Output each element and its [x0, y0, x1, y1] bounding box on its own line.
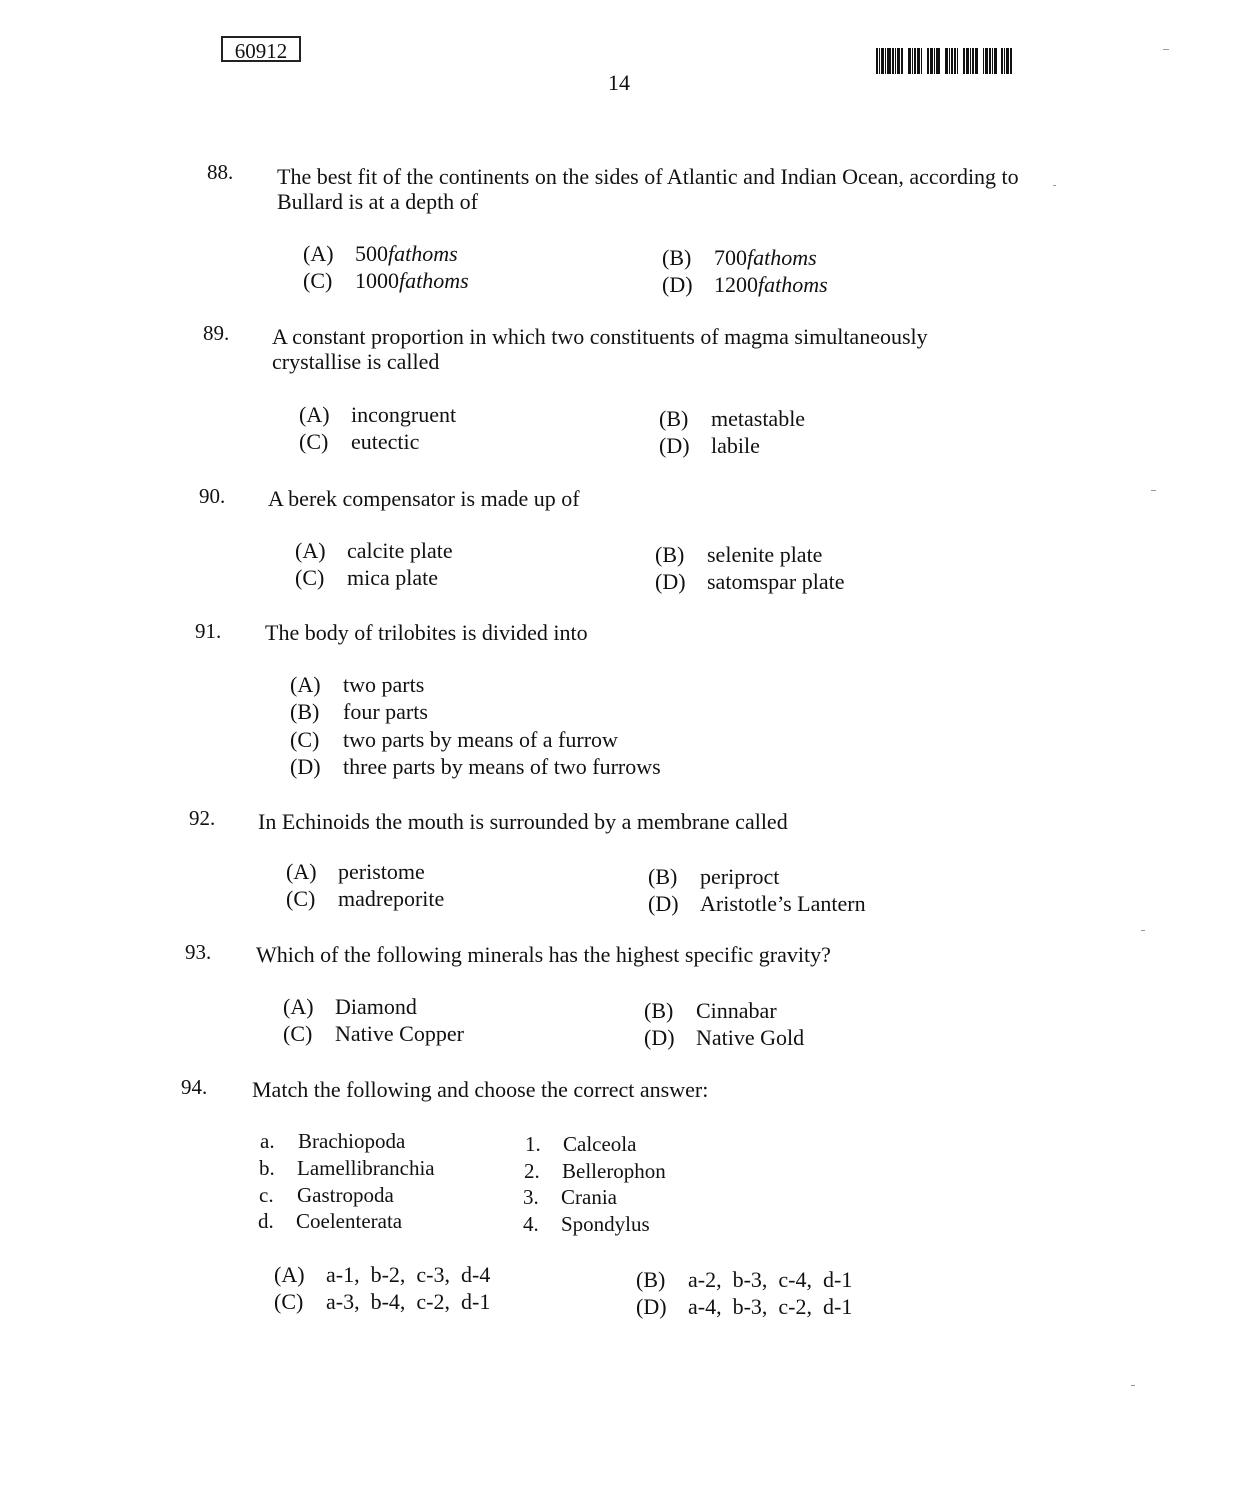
- option-d: [648, 891, 866, 917]
- option-b: [636, 1267, 852, 1293]
- match-left-b: [259, 1156, 435, 1181]
- page-number: 14: [608, 70, 630, 95]
- option-label: (A): [299, 402, 330, 427]
- option-label: (B): [636, 1267, 666, 1292]
- option-a: [274, 1262, 490, 1288]
- option-text: satomspar plate: [707, 569, 845, 594]
- option-b: [659, 406, 805, 432]
- option-a: [303, 241, 458, 267]
- question-text: A berek compensator is made up of: [268, 486, 580, 511]
- option-text: eutectic: [351, 429, 420, 454]
- question-number: 89.: [203, 321, 230, 345]
- option-label: (D): [636, 1294, 667, 1319]
- option-b: [662, 245, 817, 271]
- option-text: two parts: [343, 672, 425, 697]
- option-b: [655, 542, 822, 568]
- match-label: a.: [260, 1129, 275, 1153]
- scan-speck: [1053, 185, 1056, 186]
- option-label: (C): [295, 565, 325, 590]
- option-d: [662, 272, 828, 298]
- option-label: (D): [655, 569, 686, 594]
- match-right-3: [523, 1185, 617, 1210]
- match-label: d.: [258, 1209, 274, 1233]
- option-label: (D): [644, 1025, 675, 1050]
- option-text: a-2, b-3, c-4, d-1: [688, 1267, 853, 1292]
- option-c: [283, 1021, 464, 1047]
- option-value: 700: [714, 245, 747, 270]
- option-text: selenite plate: [707, 542, 823, 567]
- match-text: Crania: [561, 1185, 617, 1209]
- option-a: [283, 994, 417, 1020]
- match-right-1: [525, 1132, 636, 1157]
- match-text: Calceola: [563, 1132, 637, 1156]
- match-right-4: [523, 1212, 650, 1237]
- question-text: Match the following and choose the correct answer:: [252, 1077, 709, 1102]
- match-left-d: [258, 1209, 402, 1234]
- option-c: [290, 727, 618, 753]
- option-label: (D): [648, 891, 679, 916]
- option-text: madreporite: [338, 886, 445, 911]
- option-text: metastable: [711, 406, 806, 431]
- option-label: (D): [662, 272, 693, 297]
- option-label: (A): [303, 241, 334, 266]
- question-number: 92.: [189, 806, 216, 830]
- question-text: A constant proportion in which two constituents of magma simultaneously crystallise is called: [272, 324, 928, 374]
- scan-speck: [1163, 49, 1169, 50]
- option-value: 1000: [355, 268, 399, 293]
- question-number: 90.: [199, 484, 226, 508]
- option-text: labile: [711, 433, 760, 458]
- option-text: a-3, b-4, c-2, d-1: [326, 1289, 491, 1314]
- option-c: [295, 565, 438, 591]
- scan-speck: [1151, 490, 1156, 491]
- match-label: 4.: [523, 1212, 539, 1236]
- option-text: a-1, b-2, c-3, d-4: [326, 1262, 491, 1287]
- question-number: 94.: [181, 1075, 208, 1099]
- option-value: 500: [355, 241, 388, 266]
- option-label: (B): [290, 699, 320, 724]
- option-text: two parts by means of a furrow: [343, 727, 618, 752]
- option-unit: fathoms: [388, 241, 458, 266]
- option-a: [286, 859, 425, 885]
- option-d: [636, 1294, 852, 1320]
- option-text: Diamond: [335, 994, 417, 1019]
- option-text: three parts by means of two furrows: [343, 754, 661, 779]
- option-c: [299, 429, 419, 455]
- option-text: peristome: [338, 859, 425, 884]
- option-text: four parts: [343, 699, 428, 724]
- option-a: [299, 402, 456, 428]
- option-label: (B): [662, 245, 692, 270]
- match-label: b.: [259, 1156, 275, 1180]
- scan-speck: [1141, 930, 1145, 931]
- option-label: (A): [295, 538, 326, 563]
- question-text: The body of trilobites is divided into: [265, 620, 588, 645]
- option-d: [655, 569, 844, 595]
- option-text: Cinnabar: [696, 998, 777, 1023]
- match-right-2: [524, 1159, 666, 1184]
- scan-speck: [1131, 1385, 1135, 1386]
- option-d: [644, 1025, 804, 1051]
- option-label: (D): [659, 433, 690, 458]
- option-b: [290, 699, 428, 725]
- option-label: (C): [283, 1021, 313, 1046]
- option-d: [659, 433, 760, 459]
- option-text: Aristotle’s Lantern: [700, 891, 866, 916]
- option-label: (C): [303, 268, 333, 293]
- match-text: Coelenterata: [296, 1209, 403, 1233]
- paper-code: 60912: [221, 36, 301, 62]
- match-label: 3.: [523, 1185, 539, 1209]
- option-label: (A): [274, 1262, 305, 1287]
- option-c: [303, 268, 469, 294]
- option-a: [290, 672, 424, 698]
- option-unit: fathoms: [747, 245, 817, 270]
- option-label: (C): [286, 886, 316, 911]
- match-text: Bellerophon: [562, 1159, 666, 1183]
- barcode: [876, 48, 1030, 74]
- option-text: periproct: [700, 864, 780, 889]
- option-label: (A): [283, 994, 314, 1019]
- question-number: 88.: [207, 160, 234, 184]
- option-text: incongruent: [351, 402, 457, 427]
- option-text: Native Copper: [335, 1021, 464, 1046]
- option-label: (B): [655, 542, 685, 567]
- option-text: mica plate: [347, 565, 439, 590]
- option-label: (C): [274, 1289, 304, 1314]
- question-number: 93.: [185, 940, 212, 964]
- option-label: (C): [290, 727, 320, 752]
- question-text: In Echinoids the mouth is surrounded by a membrane called: [258, 809, 788, 834]
- option-unit: fathoms: [758, 272, 828, 297]
- question-text: The best fit of the continents on the sides of Atlantic and Indian Ocean, according to Bullard is at a depth of: [277, 164, 1019, 214]
- option-text: a-4, b-3, c-2, d-1: [688, 1294, 853, 1319]
- option-unit: fathoms: [399, 268, 469, 293]
- option-c: [274, 1289, 490, 1315]
- match-label: c.: [259, 1183, 274, 1207]
- question-text: Which of the following minerals has the highest specific gravity?: [256, 942, 831, 967]
- option-label: (A): [286, 859, 317, 884]
- option-b: [644, 998, 777, 1024]
- question-number: 91.: [195, 619, 222, 643]
- match-text: Gastropoda: [297, 1183, 394, 1207]
- match-text: Lamellibranchia: [297, 1156, 435, 1180]
- option-value: 1200: [714, 272, 758, 297]
- match-label: 2.: [524, 1159, 540, 1183]
- option-label: (B): [648, 864, 678, 889]
- match-label: 1.: [525, 1132, 541, 1156]
- match-left-c: [259, 1183, 394, 1208]
- option-text: calcite plate: [347, 538, 453, 563]
- option-d: [290, 754, 661, 780]
- option-label: (A): [290, 672, 321, 697]
- match-text: Brachiopoda: [298, 1129, 406, 1153]
- match-text: Spondylus: [561, 1212, 650, 1236]
- option-a: [295, 538, 453, 564]
- option-c: [286, 886, 444, 912]
- option-label: (D): [290, 754, 321, 779]
- option-label: (B): [659, 406, 689, 431]
- option-label: (B): [644, 998, 674, 1023]
- option-text: Native Gold: [696, 1025, 805, 1050]
- match-left-a: [260, 1129, 405, 1154]
- option-b: [648, 864, 779, 890]
- option-label: (C): [299, 429, 329, 454]
